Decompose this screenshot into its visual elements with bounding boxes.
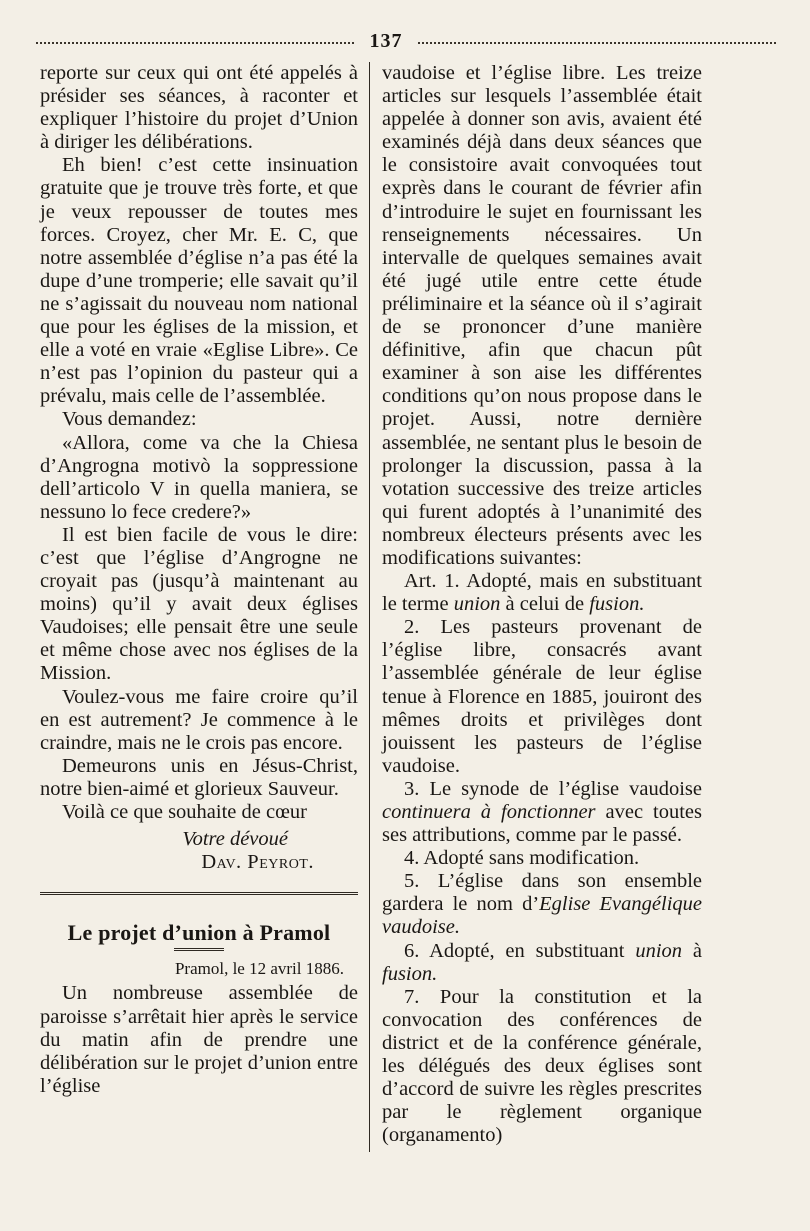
signature-name: Dav. Peyrot. bbox=[201, 851, 314, 874]
quoted-question: «Allora, come va che la Chiesa d’Angrogna motivò la soppressione dell’articolo V in quella maniera, se nessuno lo fece credere?» bbox=[40, 431, 358, 523]
article-text: à celui de bbox=[500, 593, 590, 616]
article-item-4: 4. Adopté sans modification. bbox=[404, 847, 640, 870]
paragraph: Demeurons unis en Jésus-Christ, notre bien-aimé et glorieux Sauveur. bbox=[40, 754, 358, 800]
dateline: Pramol, le 12 avril 1886. bbox=[174, 959, 344, 979]
article-item-6 bbox=[382, 940, 702, 986]
article-text: à bbox=[682, 939, 703, 962]
article-term: Eglise Evangélique vaudoise. bbox=[382, 893, 702, 939]
page-header bbox=[36, 30, 776, 52]
paragraph: Il est bien facile de vous le dire: c’est que l’église d’Angrogne ne croyait pas (jusqu’à maintenant au moins) qu’il y avait deux églises Vaudoises; elle pensait être une seule et même chose avec nos églises de la Mission. bbox=[40, 523, 358, 685]
article-text: avec toutes ses attributions, comme par le passé. bbox=[382, 801, 702, 847]
article-text: Art. 1. Adopté, mais en substituant le terme bbox=[382, 570, 702, 616]
paragraph: Voulez-vous me faire croire qu’il en est autrement? Je commence à le craindre, mais ne le crois pas encore. bbox=[40, 685, 358, 754]
article-term: union bbox=[453, 593, 501, 616]
article-text: 5. L’église dans son ensemble gardera le nom d’ bbox=[382, 870, 702, 916]
left-column bbox=[40, 62, 358, 1098]
header-rule-left bbox=[36, 42, 354, 44]
article-term: union bbox=[635, 939, 683, 962]
article-term: continuera à fonctionner bbox=[382, 801, 596, 823]
title-ornament bbox=[174, 948, 224, 951]
article-term: fusion. bbox=[589, 593, 645, 616]
article-item-7: 7. Pour la constitution et la convocation des conférences de district et de la conférence générale, les délégués des deux églises sont d’accord de suivre les règles prescrites par le règlement organique (organamento) bbox=[382, 985, 702, 1147]
paragraph: Un nombreuse assemblée de paroisse s’arrêtait hier après le service du matin afin de prendre une délibération sur le projet d’union entre l’église bbox=[40, 982, 358, 1097]
paragraph: Voilà ce que souhaite de cœur bbox=[62, 801, 307, 823]
section-divider bbox=[40, 892, 358, 895]
paragraph: vaudoise et l’église libre. Les treize articles sur lesquels l’assemblée était appelée à donner son avis, avaient été examinés déjà dans deux séances que le consistoire avait convoquées tout exprès dans le courant de février afin d’introduire le sujet en fournissant les renseignements nécessaires. Un intervalle de quelques semaines avait été jugé utile entre cette étude préliminaire et la séance où il s’agirait de se prononcer d’une manière définitive, afin que chacun pût examiner à son aise les différentes conditions qu’on nous propose dans le projet. Aussi, notre dernière assemblée, ne sentant plus le besoin de prolonger la discussion, passa à la votation successive des treize articles qui furent adoptés à l’unanimité des nombreux électeurs présents avec les modifications suivantes: bbox=[382, 62, 702, 569]
header-rule-right bbox=[418, 42, 776, 44]
article-item-3 bbox=[382, 778, 702, 847]
page-number: 137 bbox=[369, 30, 403, 52]
article-term: fusion. bbox=[382, 962, 438, 985]
article-text: 3. Le synode de l’église vaudoise bbox=[404, 777, 702, 800]
article-item-1 bbox=[382, 570, 702, 616]
article-item-5 bbox=[382, 870, 702, 939]
right-column bbox=[382, 62, 702, 1147]
article-text: 6. Adopté, en substituant bbox=[404, 939, 636, 962]
signature-block bbox=[40, 828, 358, 874]
article-title: Le projet d’union à Pramol bbox=[67, 920, 331, 946]
article-item-2: 2. Les pasteurs provenant de l’église libre, consacrés avant l’assemblée générale de leur église tenue à Florence en 1885, jouiront des mêmes droits et privilèges dont jouissent les pasteurs de l’église vaudoise. bbox=[382, 616, 702, 777]
paragraph: reporte sur ceux qui ont été appelés à présider ses séances, à raconter et expliquer l’histoire du projet d’Union à diriger les délibérations. bbox=[40, 62, 358, 154]
paragraph: Vous demandez: bbox=[62, 408, 197, 431]
paragraph: Eh bien! c’est cette insinuation gratuite que je trouve très forte, et que je veux repousser de toutes mes forces. Croyez, cher Mr. E. C, que notre assemblée d’église n’a pas été la dupe d’une tromperie; elle savait qu’il ne s’agissait du nouveau nom national que pour les églises de la mission, et elle a voté en vraie «Eglise Libre». Ce n’est pas l’opinion du pasteur qui a prévalu, mais celle de l’assemblée. bbox=[40, 154, 358, 408]
signature-closing: Votre dévoué bbox=[182, 828, 288, 851]
column-divider bbox=[369, 62, 370, 1152]
